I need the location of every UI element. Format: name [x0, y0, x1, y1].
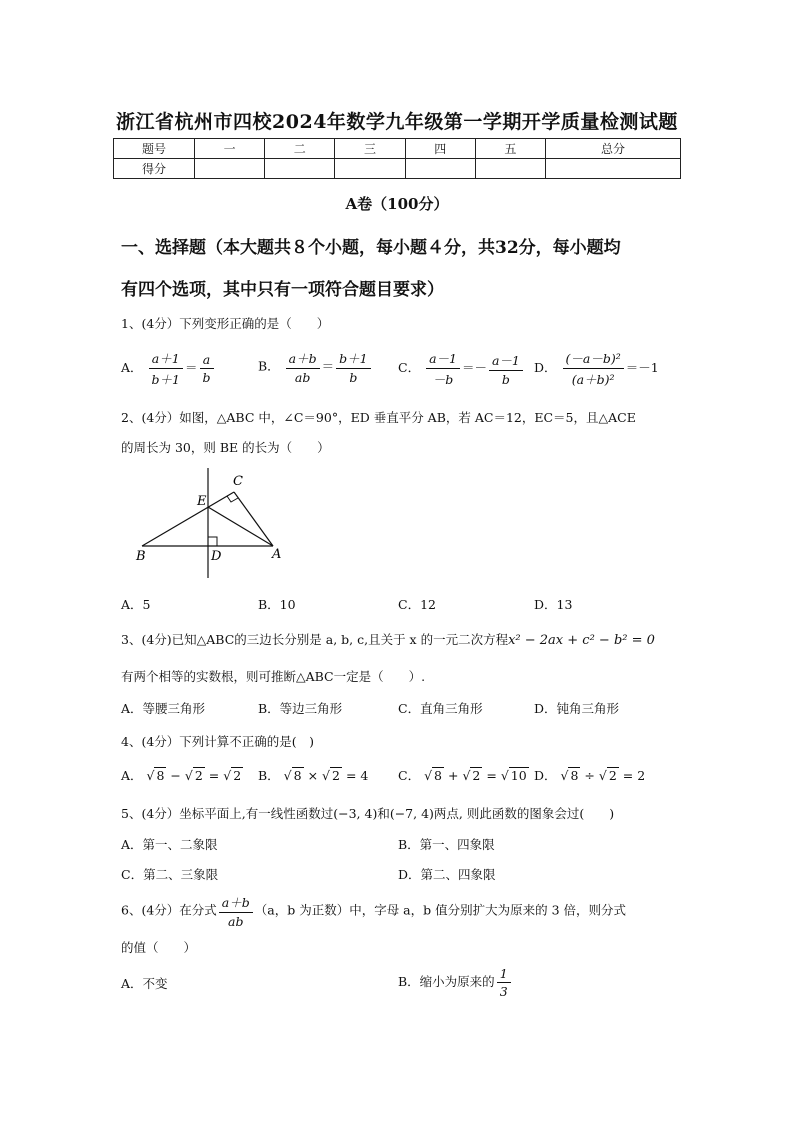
- sqrt: √ 10: [500, 768, 527, 783]
- table-cell: [265, 159, 335, 179]
- q3-line1: [121, 630, 655, 648]
- q3-line2: 有两个相等的实数根，则可推断△ABC一定是（ ）.: [121, 669, 426, 684]
- table-cell: [195, 159, 265, 179]
- label-d: D: [211, 549, 222, 564]
- table-cell: [546, 159, 681, 179]
- q4-option-d: D． √ 8 ÷ √ 2 = 2: [534, 768, 646, 783]
- q6-option-a: A．不变: [121, 976, 168, 991]
- triangle-figure: [130, 465, 290, 583]
- option-label: A．: [121, 360, 143, 375]
- segment-ea: [208, 507, 273, 546]
- q4-option-c: C． √ 8 + √ 2 = √ 10: [398, 768, 527, 783]
- table-cell: 三: [335, 139, 405, 159]
- q1-stem: 1、(4分）下列变形正确的是（ ）: [121, 316, 330, 331]
- segment-bc: [142, 492, 234, 546]
- section-a-heading: A卷（100分）: [345, 195, 449, 213]
- score-table: [113, 138, 681, 179]
- sqrt: √ 2: [184, 768, 203, 783]
- sqrt: √ 2: [462, 768, 481, 783]
- fraction: $\frac{1}{3}$: [497, 966, 511, 999]
- q3-option-b: B．等边三角形: [258, 701, 343, 716]
- q3-text: 3、(4分)已知△ABC的三边长分别是 a, b, c,且关于 x 的一元二次方程: [121, 632, 509, 647]
- q5-stem: 5、(4分）坐标平面上,有一线性函数过(−3, 4)和(−7, 4)两点, 则此函数的图象会过( ): [121, 806, 615, 821]
- table-row: [114, 159, 681, 179]
- q3-equation: x² − 2ax + c² − b² = 0: [508, 633, 655, 648]
- q5-option-b: B．第一、四象限: [398, 837, 495, 852]
- fraction: $\frac{b+1}{b}$: [336, 349, 370, 385]
- fraction: $\frac{a}{b}$: [200, 352, 214, 385]
- q1-option-d: D． $\frac{\text{(－a－b)²}}{\text{(a＋b)²}}$ ＝－1: [534, 351, 659, 387]
- right-angle-mark-c: [227, 496, 238, 502]
- q6-line2: 的值（ ）: [121, 940, 197, 955]
- sqrt: √ 8: [146, 768, 165, 783]
- q2-line2: 的周长为 30，则 BE 的长为（ ）: [121, 440, 330, 455]
- q2-option-d: D．13: [534, 597, 573, 612]
- q4-option-a: A． √ 8 − √ 2 = √ 2: [121, 768, 242, 783]
- q1-option-a: A． $\frac{a+1}{b+1}$ ＝ $\frac{a}{b}$: [121, 349, 216, 388]
- q2-option-a: A．5: [121, 597, 151, 612]
- q5-option-c: C．第二、三象限: [121, 867, 219, 882]
- q3-option-d: D．钝角三角形: [534, 701, 620, 716]
- sqrt: √ 2: [322, 768, 340, 783]
- fraction: $\frac{a-1}{-b}$: [426, 349, 460, 388]
- q5-option-a: A．第一、二象限: [121, 837, 218, 852]
- table-cell: 得分: [114, 159, 195, 179]
- fraction: $\frac{a+b}{ab}$: [286, 349, 320, 385]
- label-b: B: [136, 549, 146, 564]
- label-c: C: [233, 474, 243, 489]
- label-a: A: [272, 547, 282, 562]
- part1-title-line2: 有四个选项，其中只有一项符合题目要求）: [121, 280, 444, 300]
- label-e: E: [197, 494, 207, 509]
- sqrt: √ 2: [598, 768, 617, 783]
- q2-line1: 2、(4分）如图，△ABC 中，∠C＝90°，ED 垂直平分 AB，若 AC＝12，EC＝5，且△ACE: [121, 410, 636, 425]
- option-label: B．: [258, 358, 280, 374]
- right-angle-mark-d: [208, 537, 217, 546]
- q6-option-b: B．缩小为原来的 $\frac{1}{3}$: [398, 966, 513, 999]
- table-cell: [335, 159, 405, 179]
- table-row: [114, 139, 681, 159]
- fraction: $\frac{\text{(－a－b)²}}{\text{(a＋b)²}}$: [563, 349, 624, 388]
- segment-ca: [234, 492, 273, 546]
- q5-option-d: D．第二、四象限: [398, 867, 496, 882]
- q2-option-c: C．12: [398, 597, 436, 612]
- table-cell: [405, 159, 475, 179]
- table-cell: 总分: [546, 139, 681, 159]
- fraction: $\frac{a+1}{b+1}$: [149, 349, 183, 388]
- table-cell: 一: [195, 139, 265, 159]
- table-cell: 二: [265, 139, 335, 159]
- fraction: $\frac{a+b}{ab}$: [219, 893, 253, 929]
- q4-option-b: B． √ 8 × √ 2 = 4: [258, 768, 369, 783]
- q3-option-a: A．等腰三角形: [121, 701, 206, 716]
- q4-stem: 4、(4分）下列计算不正确的是( ): [121, 734, 315, 749]
- q2-option-b: B．10: [258, 597, 296, 612]
- table-cell: [475, 159, 545, 179]
- q3-option-c: C．直角三角形: [398, 701, 483, 716]
- table-cell: 五: [475, 139, 545, 159]
- fraction: $\frac{a-1}{b}$: [489, 351, 523, 387]
- q1-option-c: C． $\frac{a-1}{-b}$ ＝－ $\frac{a-1}{b}$: [398, 349, 525, 388]
- option-label: D．: [534, 360, 557, 375]
- sqrt: √ 2: [223, 768, 242, 783]
- q6-line1: 6、(4分）在分式 $\frac{a+b}{ab}$ （a，b 为正数）中，字母 a，b 值分别扩大为原来的 3 倍，则分式: [121, 895, 626, 929]
- table-cell: 四: [405, 139, 475, 159]
- page-title: 浙江省杭州市四校2024年数学九年级第一学期开学质量检测试题: [116, 111, 678, 133]
- option-label: C．: [398, 360, 421, 375]
- part1-title-line1: 一、选择题（本大题共８个小题，每小题４分，共32分，每小题均: [121, 238, 621, 258]
- q1-option-b: B． $\frac{a+b}{ab}$ ＝ $\frac{b+1}{b}$: [258, 349, 373, 385]
- table-cell: 题号: [114, 139, 195, 159]
- sqrt: √ 8: [560, 768, 579, 783]
- sqrt: √ 8: [283, 768, 302, 783]
- sqrt: √ 8: [424, 768, 442, 783]
